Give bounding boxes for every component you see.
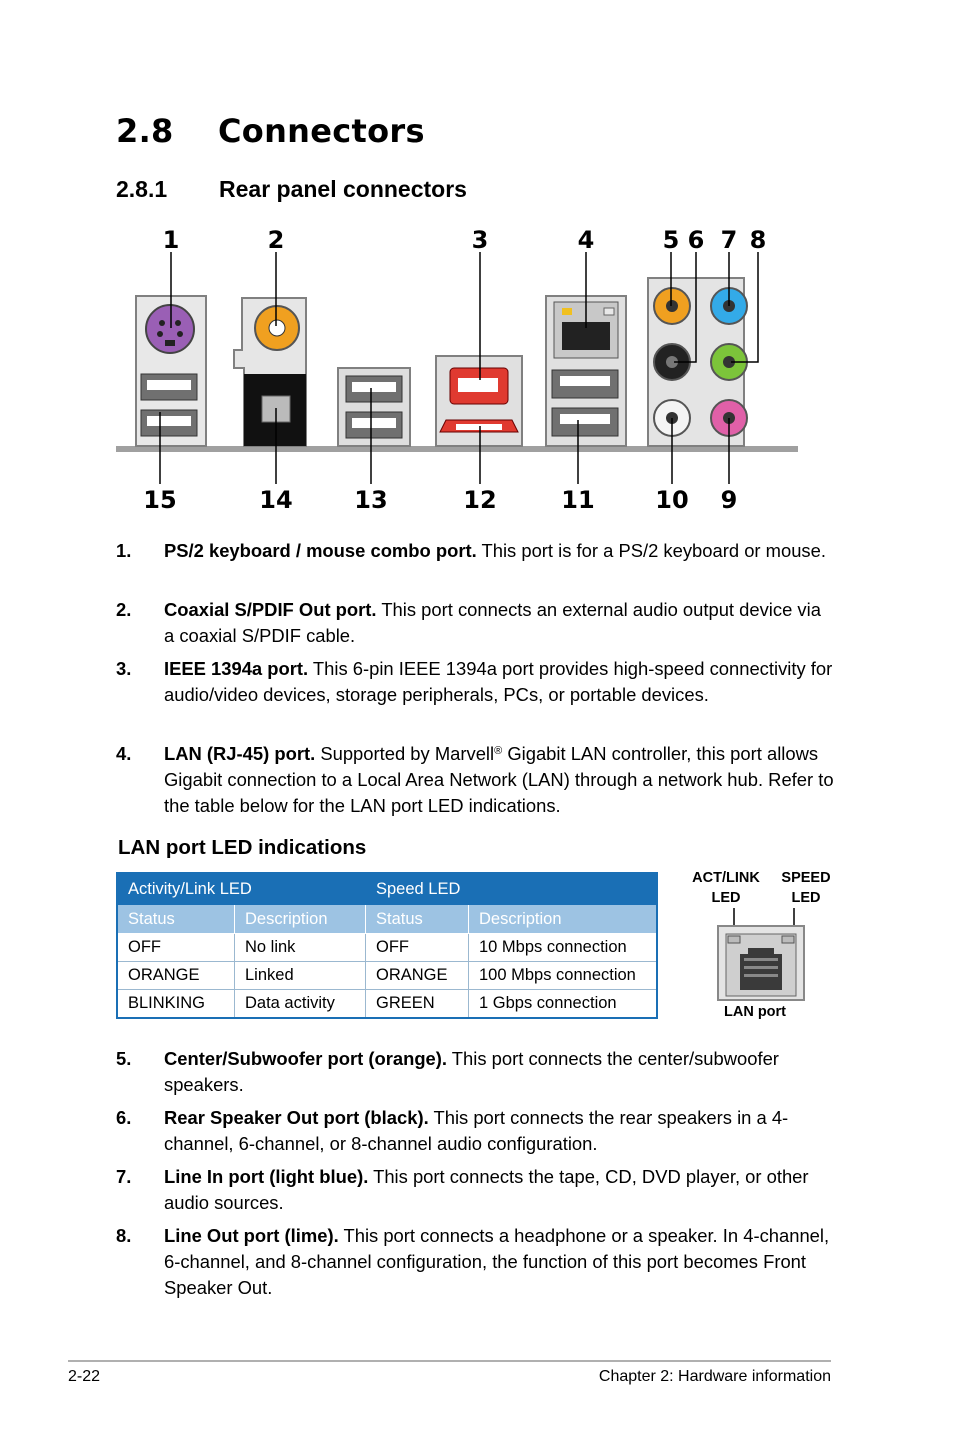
table-cell: Linked <box>235 962 366 990</box>
callout-5: 5 <box>662 228 680 254</box>
usb-block <box>338 368 410 446</box>
spdif-block <box>234 298 306 446</box>
led-indications-table <box>116 872 658 1019</box>
list-item-2: 2. Coaxial S/PDIF Out port. This port connects an external audio output device via a coaxial S/PDIF cable. <box>116 599 821 646</box>
table-cell: No link <box>235 934 366 962</box>
list-item-7: 7. Line In port (light blue). This port connects the tape, CD, DVD player, or other audio sources. <box>116 1166 809 1213</box>
act-link-led <box>728 936 740 943</box>
list-item-6: 6. Rear Speaker Out port (black). This port connects the rear speakers in a 4-channel, 6-channel, or 8-channel audio configuration. <box>116 1107 789 1154</box>
table-row <box>117 962 657 990</box>
lan-port-figure <box>716 908 806 1004</box>
table-cell: 10 Mbps connection <box>469 934 658 962</box>
table-cell: Data activity <box>235 990 366 1019</box>
column-header: Description <box>469 905 658 934</box>
subsection-number: 2.8.1 <box>116 176 168 202</box>
table-cell: OFF <box>117 934 235 962</box>
table-cell: ORANGE <box>366 962 469 990</box>
table-row <box>117 990 657 1019</box>
table-cell: BLINKING <box>117 990 235 1019</box>
table-row <box>117 934 657 962</box>
list-item-5: 5. Center/Subwoofer port (orange). This port connects the center/subwoofer speakers. <box>116 1048 779 1095</box>
list-item-8: 8. Line Out port (lime). This port connects a headphone or a speaker. In 4-channel, 6-channel, and 8-channel configuration, the function of this port becomes Front Speaker Out. <box>116 1225 830 1298</box>
callout-3: 3 <box>471 228 489 254</box>
list-item-1: 1. PS/2 keyboard / mouse combo port. This port is for a PS/2 keyboard or mouse. <box>116 540 826 561</box>
table-cell: 100 Mbps connection <box>469 962 658 990</box>
column-header: Description <box>235 905 366 934</box>
footer-divider <box>68 1360 831 1362</box>
section-number: 2.8 <box>116 112 174 150</box>
callout-13: 13 <box>354 486 388 514</box>
firewire-esata-block <box>436 356 522 446</box>
act-link-led-label: ACT/LINK LED <box>692 870 760 906</box>
column-group-activity: Activity/Link LED <box>117 873 366 905</box>
callout-2: 2 <box>267 228 285 254</box>
table-group-header-row <box>117 873 657 905</box>
callout-8: 8 <box>749 228 767 254</box>
speed-led <box>782 936 794 943</box>
rear-panel-diagram <box>116 228 798 514</box>
table-cell: GREEN <box>366 990 469 1019</box>
page-number: 2-22 <box>68 1368 101 1385</box>
lan-port-label: LAN port <box>723 1004 786 1020</box>
callout-11: 11 <box>561 486 595 514</box>
chapter-title: Chapter 2: Hardware information <box>598 1368 831 1385</box>
subsection-heading <box>116 176 467 203</box>
list-item-3: 3. IEEE 1394a port. This 6-pin IEEE 1394a port provides high-speed connectivity for audio/video devices, storage peripherals, PCs, or portable devices. <box>116 658 833 705</box>
callout-9: 9 <box>720 486 738 514</box>
subsection-title: Rear panel connectors <box>219 176 467 202</box>
led-table-heading: LAN port LED indications <box>118 836 367 859</box>
column-header: Status <box>366 905 469 934</box>
callout-14: 14 <box>259 486 293 514</box>
section-heading <box>116 112 425 150</box>
list-item-4: 4. LAN (RJ-45) port. Supported by Marvell® Gigabit LAN controller, this port allows Gigabit connection to a Local Area Network (LAN) through a network hub. Refer to the table below for the LAN port LED indications. <box>116 743 834 816</box>
callout-15: 15 <box>143 486 177 514</box>
table-cell: OFF <box>366 934 469 962</box>
column-header: Status <box>117 905 235 934</box>
callout-10: 10 <box>655 486 689 514</box>
table-cell: ORANGE <box>117 962 235 990</box>
callout-7: 7 <box>720 228 738 254</box>
callout-1: 1 <box>162 228 180 254</box>
section-title: Connectors <box>218 112 425 150</box>
callout-4: 4 <box>577 228 595 254</box>
callout-12: 12 <box>463 486 497 514</box>
table-header-row <box>117 905 657 934</box>
column-group-speed: Speed LED <box>366 873 658 905</box>
speed-led-label: SPEED LED <box>781 870 831 906</box>
callout-6: 6 <box>687 228 705 254</box>
table-cell: 1 Gbps connection <box>469 990 658 1019</box>
